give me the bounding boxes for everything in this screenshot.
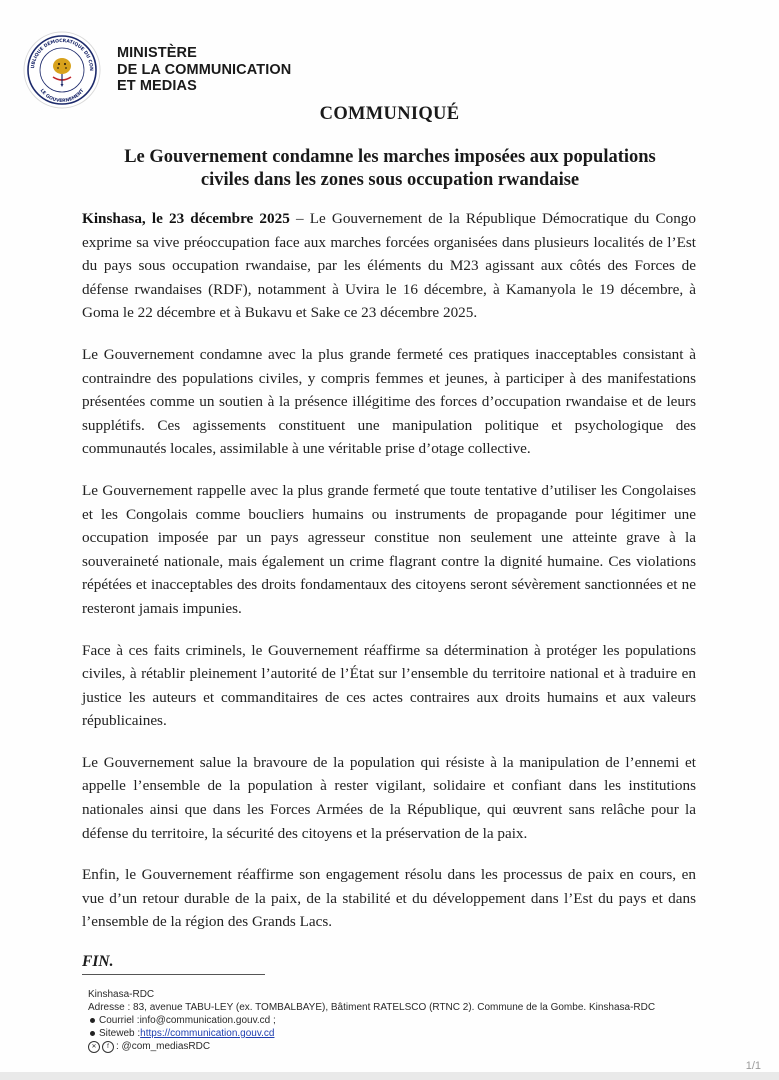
footer-contact bbox=[88, 988, 655, 1053]
ministry-line-3: ET MEDIAS bbox=[117, 78, 197, 94]
social-handle: : @com_mediasRDC bbox=[116, 1041, 211, 1052]
footer-email-row bbox=[88, 1014, 655, 1027]
paragraph-3: Le Gouvernement rappelle avec la plus grande fermeté que toute tentative d’utiliser les Congolaises et les Congolais comme boucliers humains ou instruments de propagande pour légitimer une occupation imposée par un pays agresseur constitue non seulement une atteinte grave à la souveraineté nationale, mais également un crime flagrant contre la dignité humaine. Ces violations répétées et inacceptables des droits fondamentaux des citoyens seront sévèrement sanctionnées et ne resteront jamais impunies. bbox=[82, 481, 696, 617]
footer-address: Adresse : 83, avenue TABU-LEY (ex. TOMBALBAYE), Bâtiment RATELSCO (RTNC 2). Commune de la Gombe. Kinshasa-RDC bbox=[88, 1002, 656, 1013]
bullet-icon bbox=[90, 1031, 95, 1036]
paragraph-1 bbox=[82, 207, 696, 325]
email-link[interactable]: info@communication.gouv.cd ; bbox=[139, 1015, 276, 1026]
footer-divider bbox=[82, 974, 265, 975]
email-label: Courriel : bbox=[99, 1015, 140, 1026]
paragraph-2: Le Gouvernement condamne avec la plus grande fermeté ces pratiques inacceptables consistant à contraindre des populations civiles, y compris femmes et jeunes, à participer à des manifestations présentées comme un soutien à la présence illégitime des forces d’occupation rwandaise et de leurs supplétifs. Ces agissements constituent une manipulation politique et psychologique des communautés locales, assimilable à une véritable prise d’otage collective. bbox=[82, 345, 696, 458]
paragraph-6: Enfin, le Gouvernement réaffirme son engagement résolu dans les processus de paix en cours, en vue d’un retour durable de la paix, de la stabilité et du développement dans l’Est du pays et dans l’ensemble de la région des Grands Lacs. bbox=[82, 866, 696, 931]
svg-text:LE GOUVERNEMENT: LE GOUVERNEMENT bbox=[38, 88, 86, 105]
x-social-icon[interactable]: ✕ bbox=[88, 1041, 100, 1053]
site-label: Siteweb : bbox=[99, 1028, 141, 1039]
bullet-icon bbox=[90, 1018, 95, 1023]
website-link[interactable]: https://communication.gouv.cd bbox=[140, 1028, 275, 1039]
paragraph-4: Face à ces faits criminels, le Gouvernement réaffirme sa détermination à protéger les populations civiles, à rétablir pleinement l’autorité de l’État sur l’ensemble du territoire national et à traduire en justice les auteurs et commanditaires de ces actes contraires aux droits humains et aux valeurs républicaines. bbox=[82, 641, 696, 730]
document-body bbox=[82, 207, 696, 952]
footer-city: Kinshasa-RDC bbox=[88, 989, 155, 1000]
title-line-2: civiles dans les zones sous occupation rwandaise bbox=[200, 170, 580, 190]
document-title bbox=[70, 146, 710, 192]
page-indicator: 1/1 bbox=[745, 1060, 761, 1072]
facebook-social-icon[interactable]: f bbox=[102, 1041, 114, 1053]
paragraph-1-text: – Le Gouvernement de la République Démocratique du Congo exprime sa vive préoccupation face aux marches forcées organisées dans plusieurs localités de l’Est du pays sous occupation rwandaise, par les éléments du M23 agissant aux côtés des Forces de défense rwandaises (RDF), notamment à Uvira le 16 décembre, à Kamanyola le 19 décembre, à Goma le 22 décembre et à Bukavu et Sake ce 23 décembre 2025. bbox=[82, 210, 696, 322]
ministry-line-1: MINISTÈRE bbox=[117, 45, 197, 61]
title-line-1: Le Gouvernement condamne les marches imposées aux populations bbox=[124, 147, 656, 167]
government-seal-logo bbox=[22, 30, 102, 110]
paragraph-5: Le Gouvernement salue la bravoure de la population qui résiste à la manipulation de l’ennemi et appelle l’ensemble de la population à rester vigilant, solidaire et confiant dans les institutions nationales ainsi que dans les Forces Armées de la République, qui œuvrent sans relâche pour la défense du territoire, la sécurité des citoyens et la préservation de la paix. bbox=[82, 753, 696, 842]
document-type-heading: COMMUNIQUÉ bbox=[319, 104, 460, 124]
footer-social-row bbox=[88, 1040, 655, 1053]
dateline: Kinshasa, le 23 décembre 2025 bbox=[82, 210, 290, 227]
footer-site-row bbox=[88, 1027, 655, 1040]
viewer-bottom-bar bbox=[0, 1072, 779, 1080]
svg-text:RÉPUBLIQUE DÉMOCRATIQUE DU CON: UBLIQUE DÉMOCRATIQUE DU CON bbox=[30, 38, 94, 72]
ministry-name bbox=[117, 45, 291, 95]
ministry-line-2: DE LA COMMUNICATION bbox=[117, 61, 292, 78]
end-marker: FIN. bbox=[82, 953, 114, 970]
